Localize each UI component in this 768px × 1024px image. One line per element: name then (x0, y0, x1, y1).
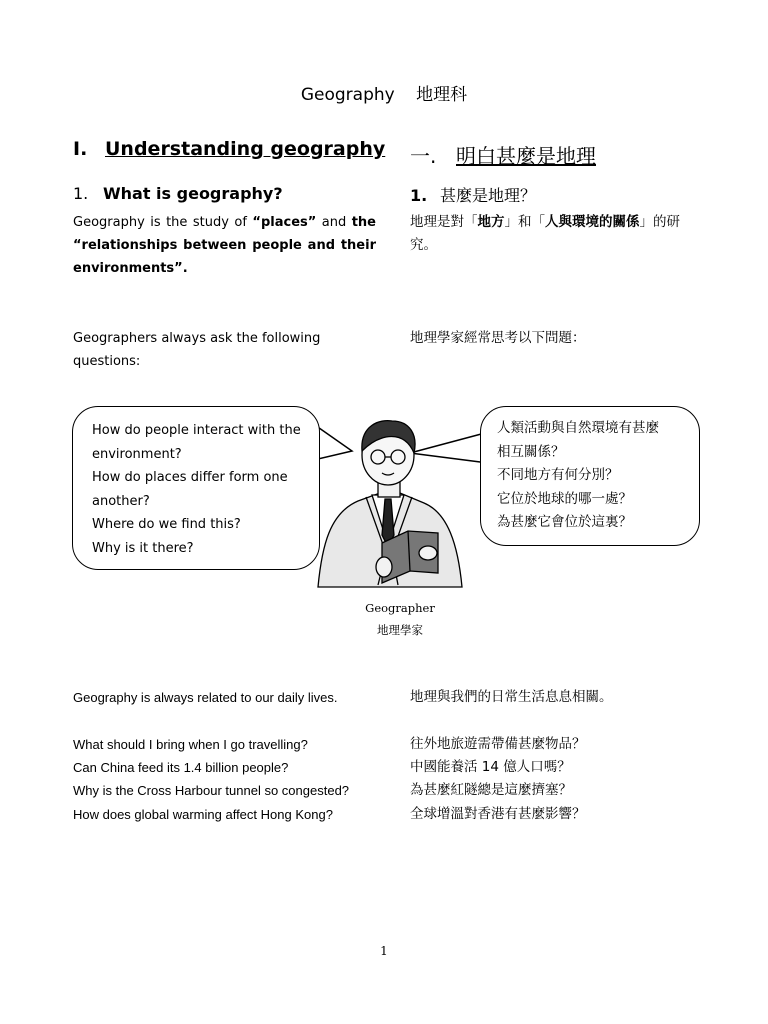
ask-zh: 地理學家經常思考以下問題： (410, 330, 586, 346)
title-en: Geography (300, 85, 395, 105)
bubble-en-text (73, 407, 319, 560)
bubble-zh-line: 它位於地球的哪一處？ (497, 490, 632, 507)
figure-caption (330, 597, 470, 641)
speech-bubble-zh (480, 406, 700, 546)
right-bubble-tail (410, 433, 488, 463)
definition-en-relationships: the “relationships between people and their environments”. (73, 215, 376, 276)
section-number-en: I. (73, 138, 88, 160)
definition-zh (410, 211, 700, 257)
caption-en: Geographer (365, 601, 435, 615)
caption-zh: 地理學家 (377, 623, 423, 637)
definition-en-part: Geography is the study of (73, 215, 253, 230)
bubble-zh-line: 相互關係？ (497, 443, 565, 460)
section-heading-en (73, 138, 385, 160)
title-zh: 地理科 (416, 85, 468, 105)
definition-zh-relationships: 人與環境的關係 (545, 214, 640, 230)
bubble-en-line: another? (92, 493, 150, 509)
definition-zh-part: 」的研究。 (410, 214, 680, 253)
subsection-heading-en (73, 184, 283, 203)
question-zh: 中國能養活 14 億人口嗎？ (410, 759, 571, 776)
question-en: What should I bring when I go travelling? (73, 737, 308, 752)
question-list-zh (410, 733, 586, 826)
bubble-zh-text (481, 407, 699, 535)
page-title (0, 80, 768, 105)
subsection-heading-zh (410, 183, 536, 206)
question-en: How does global warming affect Hong Kong? (73, 806, 333, 822)
section-title-zh: 明白甚麼是地理 (456, 144, 596, 168)
question-zh: 往外地旅遊需帶備甚麼物品？ (410, 736, 586, 752)
definition-en-part: and (316, 215, 352, 230)
subsection-title-zh: 甚麼是地理？ (440, 186, 537, 205)
bubble-en-line: How do people interact with the (92, 423, 301, 438)
question-list-en (73, 733, 349, 826)
question-en: Why is the Cross Harbour tunnel so congested? (73, 783, 350, 799)
daily-lives-zh: 地理與我們的日常生活息息相關。 (410, 689, 613, 705)
section-number-zh: 一. (410, 144, 437, 168)
section-title-en: Understanding geography (105, 138, 386, 160)
bubble-en-line: Why is it there? (92, 540, 194, 556)
subsection-number-zh: 1. (410, 186, 428, 205)
bubble-zh-line: 為甚麼它會位於這裏？ (497, 514, 632, 530)
definition-zh-part: 」和「 (504, 214, 545, 230)
definition-en (73, 211, 376, 280)
question-en: Can China feed its 1.4 billion people? (73, 760, 289, 776)
section-heading-zh (410, 140, 596, 169)
question-zh: 全球增溫對香港有甚麼影響？ (410, 805, 586, 822)
speech-bubble-en (72, 406, 320, 570)
daily-lives-en: Geography is always related to our daily lives. (73, 690, 338, 705)
question-zh: 為甚麼紅隧總是這麼擠塞？ (410, 782, 572, 799)
bubble-en-line: How do places differ form one (92, 470, 288, 485)
definition-zh-part: 地理是對「 (410, 214, 478, 230)
bubble-en-line: environment? (92, 446, 182, 462)
page-number: 1 (380, 944, 388, 958)
bubble-zh-line: 人類活動與自然環境有甚麼 (497, 420, 659, 436)
definition-en-places: “places” (252, 215, 317, 230)
bubble-en-line: Where do we find this? (92, 517, 241, 532)
subsection-title-en: What is geography? (103, 184, 283, 203)
ask-en: Geographers always ask the following questions: (73, 331, 321, 369)
definition-zh-places: 地方 (477, 214, 505, 230)
subsection-number-en: 1. (73, 184, 89, 203)
bubble-zh-line: 不同地方有何分別？ (497, 467, 619, 483)
